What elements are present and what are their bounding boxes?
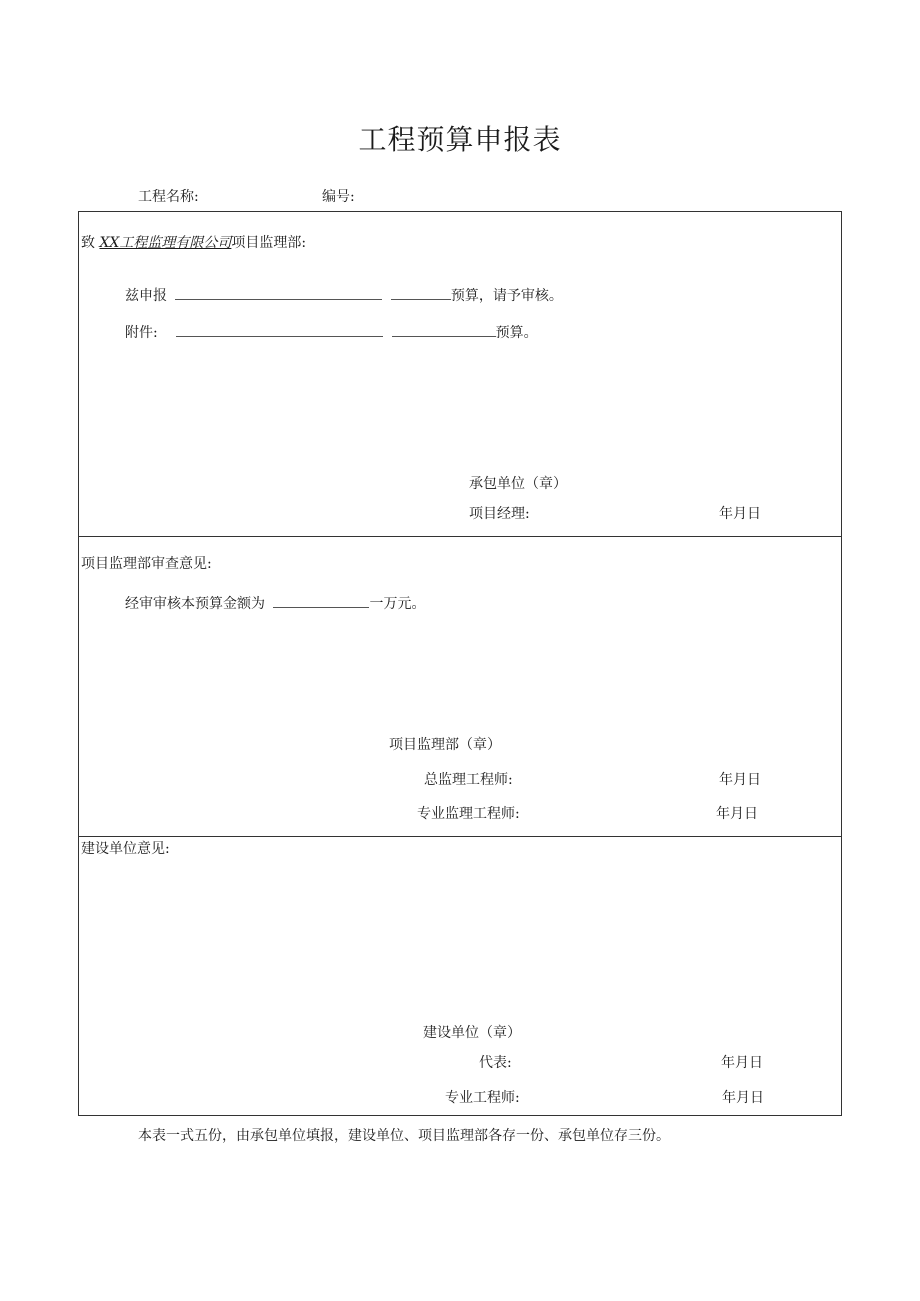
declare-blank-2[interactable]	[391, 285, 451, 300]
owner-engineer-label: 专业工程师:	[445, 1090, 520, 1106]
owner-unit-seal: 建设单位（章）	[423, 1025, 521, 1041]
addressee-prefix: 致	[81, 235, 95, 251]
addressee-line	[81, 232, 306, 252]
footer-note: 本表一式五份，由承包单位填报，建设单位、项目监理部各存一份、承包单位存三份。	[138, 1128, 670, 1144]
specialist-engineer-date: 年月日	[716, 806, 758, 822]
supervision-dept-seal: 项目监理部（章）	[389, 737, 501, 753]
number-label: 编号:	[322, 189, 355, 205]
section-divider	[79, 836, 841, 837]
chief-engineer-date: 年月日	[719, 772, 761, 788]
representative-date: 年月日	[721, 1055, 763, 1071]
supervision-review-heading: 项目监理部审查意见:	[81, 556, 212, 572]
declare-label: 兹申报	[125, 288, 167, 304]
declare-line	[125, 285, 563, 305]
owner-opinion-heading: 建设单位意见:	[81, 841, 170, 857]
representative-label: 代表:	[479, 1055, 512, 1071]
addressee-suffix: 项目监理部:	[231, 235, 307, 251]
review-amount-blank[interactable]	[273, 593, 369, 608]
review-amount-line	[125, 593, 425, 613]
attachment-blank-2[interactable]	[392, 322, 496, 337]
attachment-line	[125, 322, 538, 342]
declare-blank-1[interactable]	[175, 285, 382, 300]
attachment-blank-1[interactable]	[176, 322, 383, 337]
supervision-company: XX工程监理有限公司	[99, 235, 232, 251]
review-text: 经审审核本预算金额为	[125, 596, 265, 612]
owner-engineer-date: 年月日	[722, 1090, 764, 1106]
specialist-engineer-label: 专业监理工程师:	[417, 806, 520, 822]
form-table	[78, 211, 842, 1116]
declare-suffix: 预算，请予审核。	[450, 288, 563, 304]
contractor-seal: 承包单位（章）	[469, 476, 567, 492]
chief-engineer-label: 总监理工程师:	[424, 772, 513, 788]
section-divider	[79, 536, 841, 537]
project-name-label: 工程名称:	[138, 189, 199, 205]
page-title: 工程预算申报表	[358, 123, 562, 156]
review-suffix: 一万元。	[369, 596, 426, 612]
project-manager-date: 年月日	[719, 506, 761, 522]
attachment-label: 附件:	[125, 325, 158, 341]
attachment-suffix: 预算。	[495, 325, 538, 341]
project-manager-label: 项目经理:	[469, 506, 530, 522]
